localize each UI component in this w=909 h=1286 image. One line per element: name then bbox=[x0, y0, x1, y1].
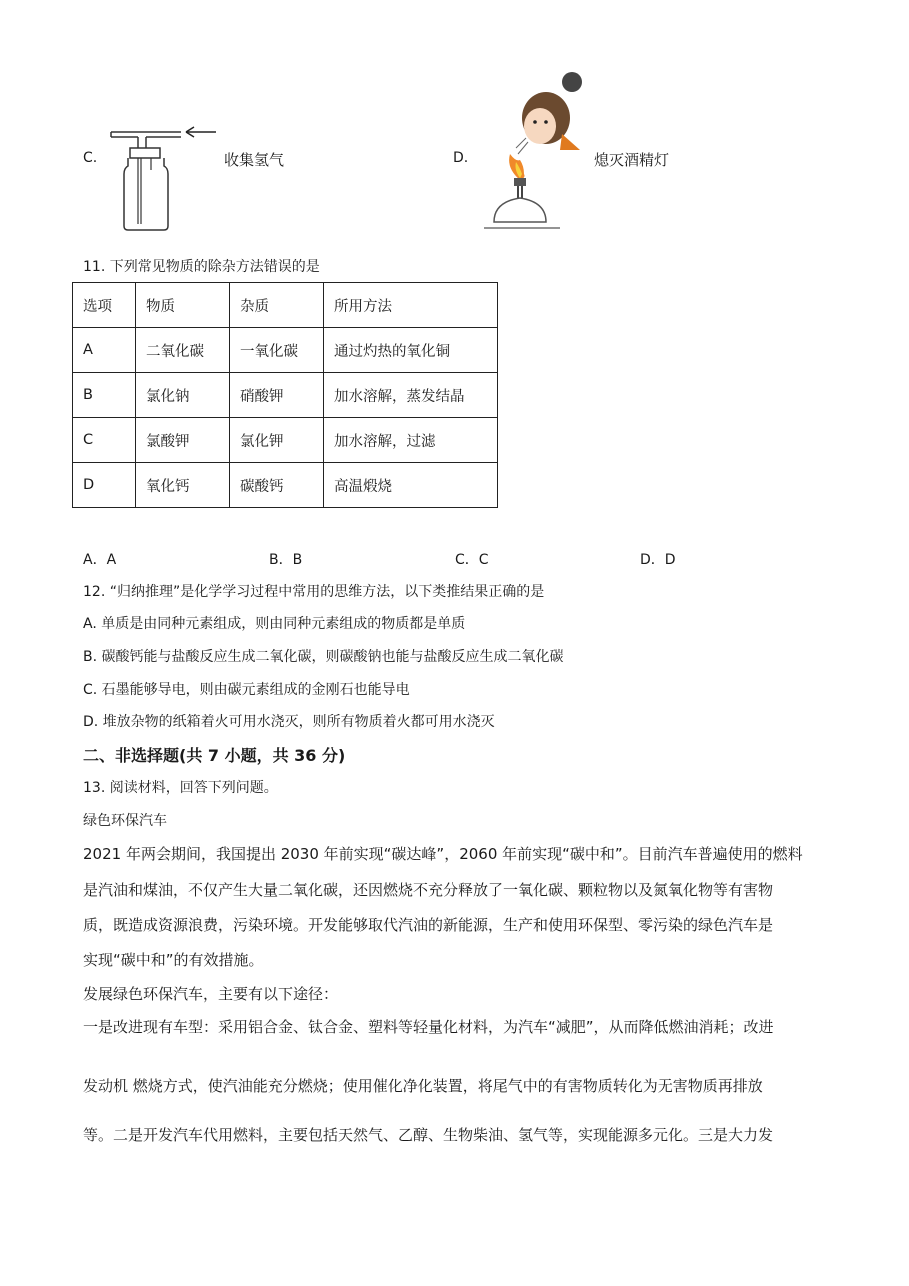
q13-material-title: 绿色环保汽车 bbox=[83, 813, 167, 829]
hair-bun bbox=[562, 72, 582, 92]
bottle-outline bbox=[124, 158, 168, 230]
q11-question: 11. 下列常见物质的除杂方法错误的是 bbox=[83, 259, 320, 275]
q13-paragraph-line: 2021 年两会期间，我国提出 2030 年前实现“碳达峰”，2060 年前实现“碳中和”。目前汽车普遍使用的燃料 bbox=[83, 845, 803, 863]
table-cell: 通过灼热的氧化铜 bbox=[324, 328, 498, 373]
q13-paragraph-line: 一是改进现有车型：采用铝合金、钛合金、塑料等轻量化材料，为汽车“减肥”，从而降低燃油消耗；改进 bbox=[83, 1018, 774, 1036]
table-header-cell: 杂质 bbox=[230, 283, 324, 328]
table-row bbox=[73, 328, 498, 373]
q12-option-c: C. 石墨能够导电，则由碳元素组成的金刚石也能导电 bbox=[83, 682, 410, 698]
table-row bbox=[73, 418, 498, 463]
q12-option-b: B. 碳酸钙能与盐酸反应生成二氧化碳，则碳酸钠也能与盐酸反应生成二氧化碳 bbox=[83, 649, 564, 665]
q11-choice-c: C．C bbox=[455, 552, 489, 568]
table-cell: 氧化钙 bbox=[136, 463, 230, 508]
q11-choice-b: B．B bbox=[269, 552, 303, 568]
table-cell: 氯化钾 bbox=[230, 418, 324, 463]
section-heading: 二、非选择题(共 7 小题，共 36 分) bbox=[83, 746, 346, 765]
table-cell: 氯化钠 bbox=[136, 373, 230, 418]
lamp-cap bbox=[514, 178, 526, 186]
q13-paragraph-line: 发动机 燃烧方式，使汽油能充分燃烧；使用催化净化装置，将尾气中的有害物质转化为无害物质再排放 bbox=[83, 1077, 763, 1095]
table-cell: 硝酸钾 bbox=[230, 373, 324, 418]
table-cell: 一氧化碳 bbox=[230, 328, 324, 373]
q13-paragraph-line: 等。二是开发汽车代用燃料，主要包括天然气、乙醇、生物柴油、氢气等，实现能源多元化。三是大力发 bbox=[83, 1126, 774, 1144]
stopper bbox=[130, 148, 160, 158]
option-d-letter: D. bbox=[453, 150, 469, 166]
table-cell: 氯酸钾 bbox=[136, 418, 230, 463]
face bbox=[524, 108, 556, 144]
table-cell: D bbox=[73, 463, 136, 508]
option-c-letter: C. bbox=[83, 150, 98, 166]
gas-collection-bottle-figure bbox=[106, 122, 186, 232]
q13-paragraph-line: 是汽油和煤油，不仅产生大量二氧化碳，还因燃烧不充分释放了一氧化碳、颗粒物以及氮氧化物等有害物 bbox=[83, 881, 774, 899]
alcohol-lamp-figure bbox=[480, 70, 595, 232]
table-header-cell: 选项 bbox=[73, 283, 136, 328]
table-row bbox=[73, 373, 498, 418]
table-cell: 二氧化碳 bbox=[136, 328, 230, 373]
shirt bbox=[560, 134, 580, 150]
q13-question: 13. 阅读材料，回答下列问题。 bbox=[83, 780, 278, 796]
table-cell: B bbox=[73, 373, 136, 418]
table-cell: 加水溶解，过滤 bbox=[324, 418, 498, 463]
q12-option-d: D. 堆放杂物的纸箱着火可用水浇灭，则所有物质着火都可用水浇灭 bbox=[83, 714, 495, 730]
arrow-icon bbox=[182, 124, 218, 140]
option-c-text: 收集氢气 bbox=[224, 151, 285, 169]
q13-paragraph-line: 发展绿色环保汽车，主要有以下途径： bbox=[83, 985, 339, 1003]
lamp-body bbox=[494, 198, 546, 222]
table-cell: C bbox=[73, 418, 136, 463]
option-d-text: 熄灭酒精灯 bbox=[594, 151, 670, 169]
table-cell: 高温煅烧 bbox=[324, 463, 498, 508]
q12-option-a: A. 单质是由同种元素组成，则由同种元素组成的物质都是单质 bbox=[83, 616, 466, 632]
q11-choice-a: A．A bbox=[83, 552, 117, 568]
q11-table bbox=[72, 282, 498, 508]
table-row bbox=[73, 463, 498, 508]
table-cell: A bbox=[73, 328, 136, 373]
q12-question: 12. “归纳推理”是化学学习过程中常用的思维方法，以下类推结果正确的是 bbox=[83, 584, 545, 600]
table-header-row bbox=[73, 283, 498, 328]
q13-paragraph-line: 质，既造成资源浪费，污染环境。开发能够取代汽油的新能源，生产和使用环保型、零污染的绿色汽车是 bbox=[83, 916, 774, 934]
table-cell: 加水溶解，蒸发结晶 bbox=[324, 373, 498, 418]
q13-paragraph-line: 实现“碳中和”的有效措施。 bbox=[83, 951, 264, 969]
table-header-cell: 所用方法 bbox=[324, 283, 498, 328]
table-header-cell: 物质 bbox=[136, 283, 230, 328]
table-cell: 碳酸钙 bbox=[230, 463, 324, 508]
q11-choice-d: D．D bbox=[640, 552, 676, 568]
